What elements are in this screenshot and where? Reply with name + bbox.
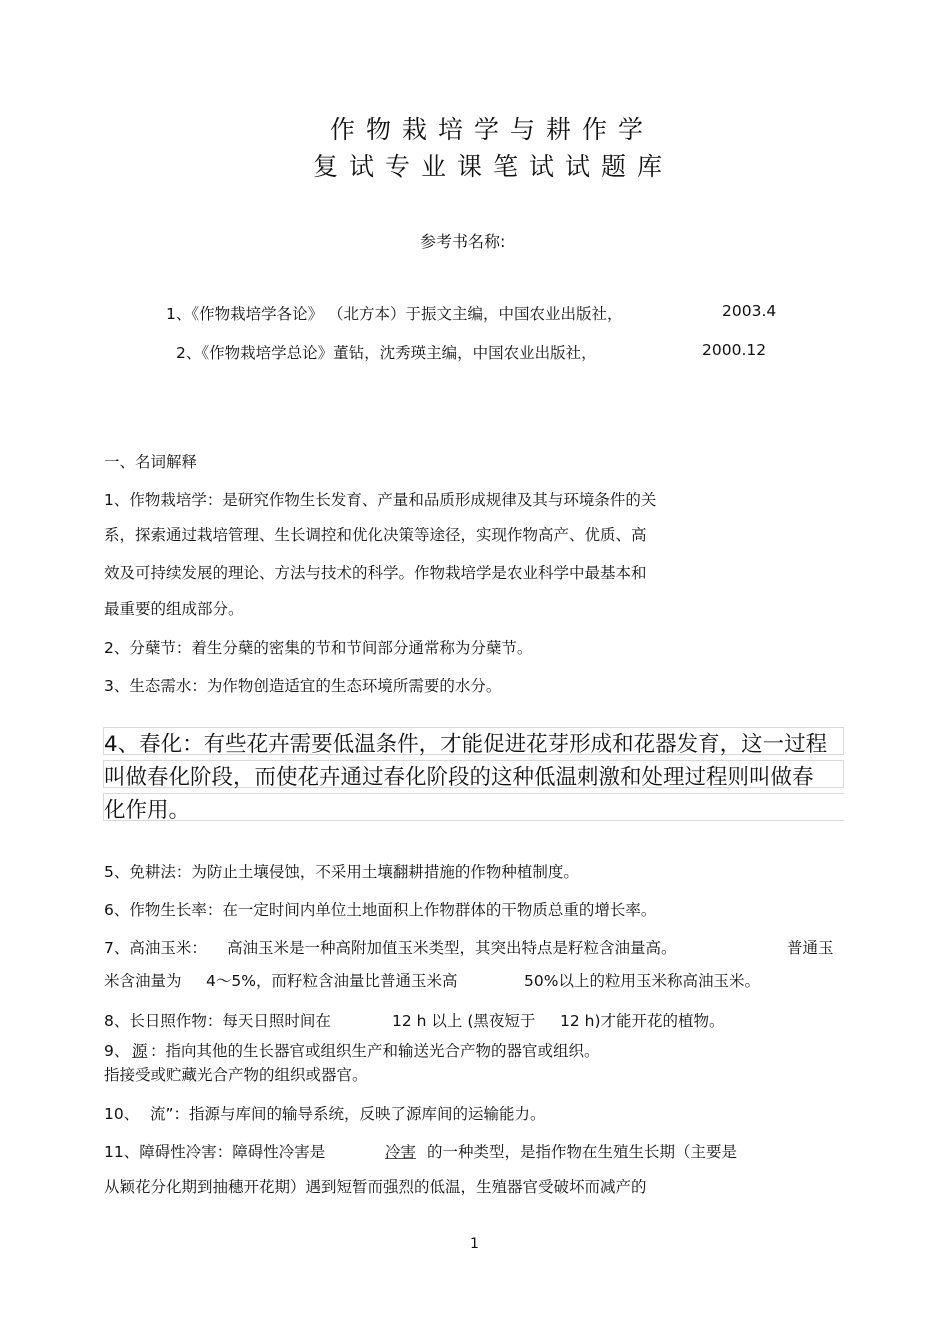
term-1-line-4: 最重要的组成部分。 — [104, 600, 244, 618]
title-line-2: 复试专业课笔试试题库 — [313, 152, 674, 181]
term-4-line-3: 化作用。 — [104, 798, 191, 823]
page-number: 1 — [470, 1236, 479, 1252]
term-1-line-3: 效及可持续发展的理论、方法与技术的科学。作物栽培学是农业科学中最基本和 — [104, 564, 647, 582]
term-10-number: 10、 — [104, 1105, 140, 1123]
reference-2-text: 2、《作物栽培学总论》董钻，沈秀瑛主编，中国农业出版社， — [176, 344, 597, 362]
term-7-line-2a: 米含油量为 — [104, 972, 182, 990]
term-7-line-2b: 4～5%，而籽粒含油量比普通玉米高 — [206, 972, 458, 990]
term-9-number: 9、 — [104, 1042, 130, 1060]
references-label: 参考书名称: — [420, 232, 506, 251]
term-7-line-2c: 50%以上的粒用玉米称高油玉米。 — [524, 972, 760, 990]
term-8-c: 12 h)才能开花的植物。 — [560, 1012, 725, 1030]
term-1-line-1: 1、作物栽培学：是研究作物生长发育、产量和品质形成规律及其与环境条件的关 — [104, 491, 657, 509]
term-8-a: 8、长日照作物：每天日照时间在 — [104, 1012, 331, 1030]
term-7-definition: 高油玉米是一种高附加值玉米类型，其突出特点是籽粒含油量高。 — [227, 939, 677, 957]
term-11-link-word: 冷害 — [385, 1143, 417, 1161]
term-4-line-2: 叫做春化阶段，而使花卉通过春化阶段的这种低温刺激和处理过程则叫做春 — [104, 765, 814, 790]
term-1-line-2: 系，探索通过栽培管理、生长调控和优化决策等途径，实现作物高产、优质、高 — [104, 526, 647, 544]
term-7-tail: 普通玉 — [787, 939, 834, 957]
reference-1-year: 2003.4 — [722, 302, 777, 320]
term-9-line-2: 指接受或贮藏光合产物的组织或器官。 — [104, 1066, 368, 1084]
term-4-line-1: 4、春化：有些花卉需要低温条件，才能促进花芽形成和花器发育，这一过程 — [104, 732, 828, 757]
term-10-definition: 流”：指源与库间的输导系统，反映了源库间的运输能力。 — [150, 1105, 546, 1123]
term-11-a: 11、障碍性冷害：障碍性冷害是 — [104, 1143, 326, 1161]
term-2: 2、分蘖节：着生分蘖的密集的节和节间部分通常称为分蘖节。 — [104, 639, 533, 657]
term-7-label: 7、高油玉米： — [104, 939, 207, 957]
term-5: 5、免耕法：为防止土壤侵蚀，不采用土壤翻耕措施的作物种植制度。 — [104, 863, 579, 881]
reference-1-text: 1、《作物栽培学各论》 （北方本）于振文主编，中国农业出版社， — [166, 305, 623, 323]
term-11-c: 的一种类型，是指作物在生殖生长期（主要是 — [427, 1143, 738, 1161]
term-11-line-2: 从颖花分化期到抽穗开花期）遇到短暂而强烈的低温，生殖器官受破坏而减产的 — [104, 1178, 647, 1196]
term-6: 6、作物生长率：在一定时间内单位土地面积上作物群体的干物质总重的增长率。 — [104, 901, 657, 919]
term-8-b: 12 h 以上 (黑夜短于 — [392, 1012, 536, 1030]
section-heading: 一、名词解释 — [104, 453, 198, 471]
title-line-1: 作物栽培学与耕作学 — [330, 115, 655, 144]
term-4-box-3 — [103, 793, 844, 821]
term-9-word: 源 — [132, 1042, 148, 1060]
term-3: 3、生态需水：为作物创造适宜的生态环境所需要的水分。 — [104, 677, 502, 695]
reference-2-year: 2000.12 — [702, 341, 767, 359]
term-9-definition: ：指向其他的生长器官或组织生产和输送光合产物的器官或组织。 — [150, 1042, 600, 1060]
